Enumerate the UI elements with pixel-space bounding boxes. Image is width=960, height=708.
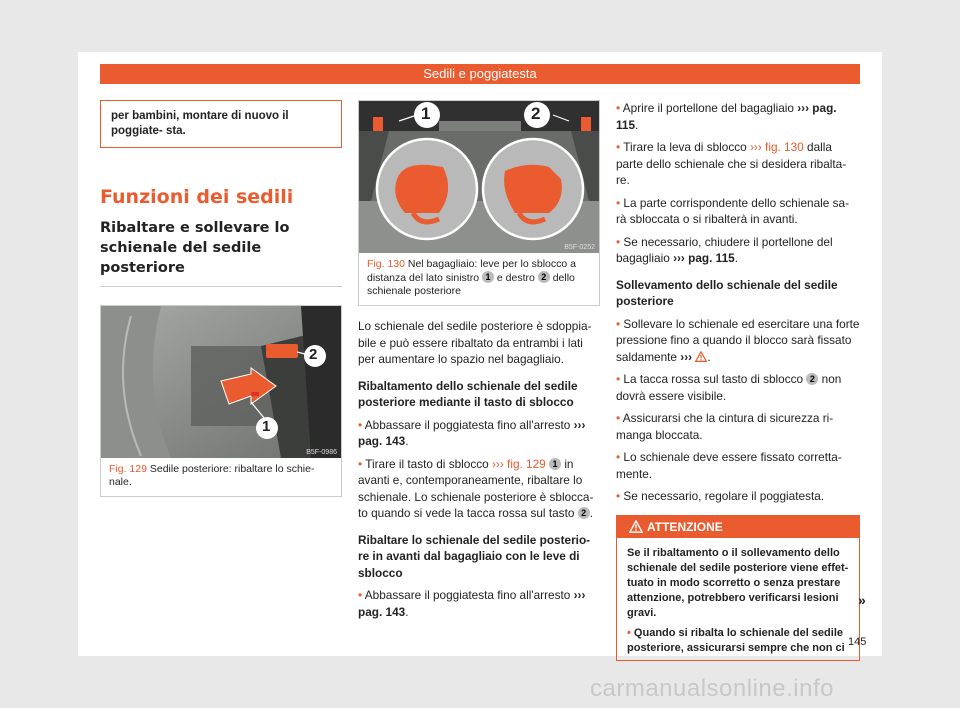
- figure-caption: [359, 253, 599, 305]
- figure-callout: 2: [309, 346, 318, 363]
- bullet-text: Abbassare il poggiatesta fino all'arresto: [364, 588, 571, 602]
- column-middle: [358, 100, 600, 620]
- section-title: Funzioni dei sedili: [100, 186, 294, 208]
- warning-triangle-icon: [629, 520, 643, 533]
- page-reference-link[interactable]: ››› pag. 143: [358, 588, 586, 619]
- bullet-text: Tirare il tasto di sblocco: [365, 456, 489, 471]
- heading-release-button: Ribaltamento dello schienale del sedile posteriore mediante il tasto di sblocco: [358, 378, 578, 409]
- page-header: Sedili e poggiatesta: [100, 64, 860, 84]
- watermark: carmanualsonline.info: [590, 675, 834, 702]
- figure-callout: 1: [262, 418, 271, 435]
- figure-129: [100, 305, 342, 497]
- figure-reference-link[interactable]: ››› fig. 129: [491, 456, 546, 471]
- continue-marker: »: [858, 592, 866, 608]
- warning-title: ATTENZIONE: [647, 519, 723, 534]
- figure-130: [358, 100, 600, 306]
- bullet-item: • Abbassare il poggiatesta fino all'arresto ››› pag. 143.: [358, 588, 586, 619]
- figure-callout: 2: [531, 104, 541, 123]
- bullet-text: dalla parte dello schienale che si desidera ribalta- re.: [616, 140, 847, 187]
- figure-number: Fig. 129: [109, 463, 147, 475]
- warning-header: [617, 516, 859, 538]
- figure-number: Fig. 130: [367, 258, 405, 270]
- heading-raise-backrest: Sollevamento dello schienale del sedile posteriore: [616, 277, 838, 308]
- figure-caption-text: Nel bagagliaio: leve per lo sblocco a distanza del lato sinistro: [367, 258, 576, 284]
- note-text: per bambini, montare di nuovo il poggiate- sta.: [111, 110, 289, 137]
- figure-callout: 1: [421, 104, 431, 123]
- page-reference-link[interactable]: ››› pag. 115: [616, 101, 837, 132]
- figure-caption-text: e destro: [496, 272, 535, 284]
- bullet-text: Lo schienale deve essere fissato corretta- mente.: [616, 450, 842, 481]
- warning-triangle-icon: [695, 351, 707, 362]
- figure-130-image: [359, 101, 599, 253]
- figure-129-image: [101, 306, 341, 458]
- subsection-title: Ribaltare e sollevare lo schienale del sedile posteriore: [100, 220, 290, 276]
- warning-bullet-text: Quando si ribalta lo schienale del sedile posteriore, assicurarsi sempre che non ci: [627, 626, 845, 654]
- bullet-text: La tacca rossa sul tasto di sblocco: [623, 372, 804, 386]
- bullet-item: • Tirare il tasto di sblocco ››› fig. 129 1 in avanti e, contemporaneamente, ribaltare lo schienale. Lo schienale posteriore è sblocca- to quando si vede la tacca rossa sul tasto 2 .: [358, 456, 594, 520]
- figure-caption-text: dello schienale posteriore: [367, 272, 575, 297]
- figure-reference-link[interactable]: ››› fig. 130: [749, 140, 804, 154]
- bullet-item: • La parte corrispondente dello schienale sa- rà sbloccata o si ribalterà in avanti.: [616, 195, 850, 226]
- bullet-text: Se necessario, regolare il poggiatesta.: [623, 489, 825, 503]
- bullet-text: Sollevare lo schienale ed esercitare una forte pressione fino a quando il blocco sarà fissato saldamente: [616, 316, 860, 364]
- note-box: [100, 100, 342, 148]
- bullet-text: Tirare la leva di sblocco: [623, 140, 747, 154]
- bullet-text: Se necessario, chiudere il portellone del bagagliaio: [616, 234, 833, 265]
- warning-reference-link[interactable]: ›››: [680, 349, 693, 364]
- warning-body: [617, 538, 859, 660]
- bullet-text: in avanti e, contemporaneamente, ribaltare lo schienale. Lo schienale posteriore è sblocca- to quando si vede la tacca rossa sul tasto: [358, 456, 594, 520]
- bullet-item: • La tacca rossa sul tasto di sblocco 2 non dovrà essere visibile.: [616, 372, 842, 403]
- figure-caption: [101, 458, 341, 496]
- figure-code: B5F-0986: [306, 449, 337, 456]
- page-reference-link[interactable]: ››› pag. 143: [358, 417, 586, 448]
- heading-trunk-levers: Ribaltare lo schienale del sedile posterio- re in avanti dal bagagliaio con le leve di sblocco: [358, 532, 591, 580]
- bullet-item: • Assicurarsi che la cintura di sicurezza ri- manga bloccata.: [616, 411, 834, 442]
- callout-number: 1: [482, 271, 494, 283]
- column-right: [616, 100, 860, 661]
- bullet-item: • Se necessario, regolare il poggiatesta.: [616, 489, 825, 503]
- figure-code: B5F-0252: [564, 244, 595, 251]
- bullet-item: • Se necessario, chiudere il portellone del bagagliaio ››› pag. 115.: [616, 234, 833, 265]
- page-reference-link[interactable]: ››› pag. 115: [673, 251, 735, 265]
- callout-number: 2: [578, 507, 590, 519]
- callout-number: 2: [538, 271, 550, 283]
- bullet-text: La parte corrispondente dello schienale sa- rà sbloccata o si ribalterà in avanti.: [616, 195, 850, 226]
- callout-number: 2: [806, 373, 818, 385]
- intro-paragraph: Lo schienale del sedile posteriore è sdoppia- bile e può essere ribaltato da entrambi i lati per aumentare lo spazio nel bagagliaio.: [358, 319, 592, 366]
- column-left: [100, 100, 342, 497]
- bullet-text: Abbassare il poggiatesta fino all'arresto: [364, 417, 571, 432]
- bullet-text: non dovrà essere visibile.: [616, 372, 842, 403]
- bullet-text: Assicurarsi che la cintura di sicurezza ri- manga bloccata.: [616, 411, 834, 442]
- bullet-text: Aprire il portellone del bagagliaio: [622, 101, 794, 115]
- bullet-item: • Tirare la leva di sblocco ››› fig. 130 dalla parte dello schienale che si desidera ribalta- re.: [616, 140, 847, 187]
- divider: [100, 286, 342, 287]
- bullet-item: • Lo schienale deve essere fissato corretta- mente.: [616, 450, 842, 481]
- trunk-levers-illustration: [359, 101, 599, 253]
- warning-box: [616, 515, 860, 661]
- page-number: 145: [848, 636, 867, 648]
- rear-seat-illustration: [101, 306, 341, 458]
- bullet-item: • Abbassare il poggiatesta fino all'arresto ››› pag. 143.: [358, 417, 586, 448]
- callout-number: 1: [549, 458, 561, 470]
- bullet-item: • Sollevare lo schienale ed esercitare una forte pressione fino a quando il blocco sarà fissato saldamente ››› .: [616, 316, 860, 364]
- bullet-item: • Aprire il portellone del bagagliaio ››› pag. 115.: [616, 101, 837, 132]
- warning-paragraph: Se il ribaltamento o il sollevamento dello schienale del sedile posteriore viene effet- tuato in modo scorretto o senza prestare attenzione, potrebbero verificarsi lesioni gravi.: [627, 546, 849, 619]
- warning-bullet: • Quando si ribalta lo schienale del sedile posteriore, assicurarsi sempre che non ci: [627, 626, 845, 654]
- figure-caption-text: Sedile posteriore: ribaltare lo schie- nale.: [109, 463, 315, 488]
